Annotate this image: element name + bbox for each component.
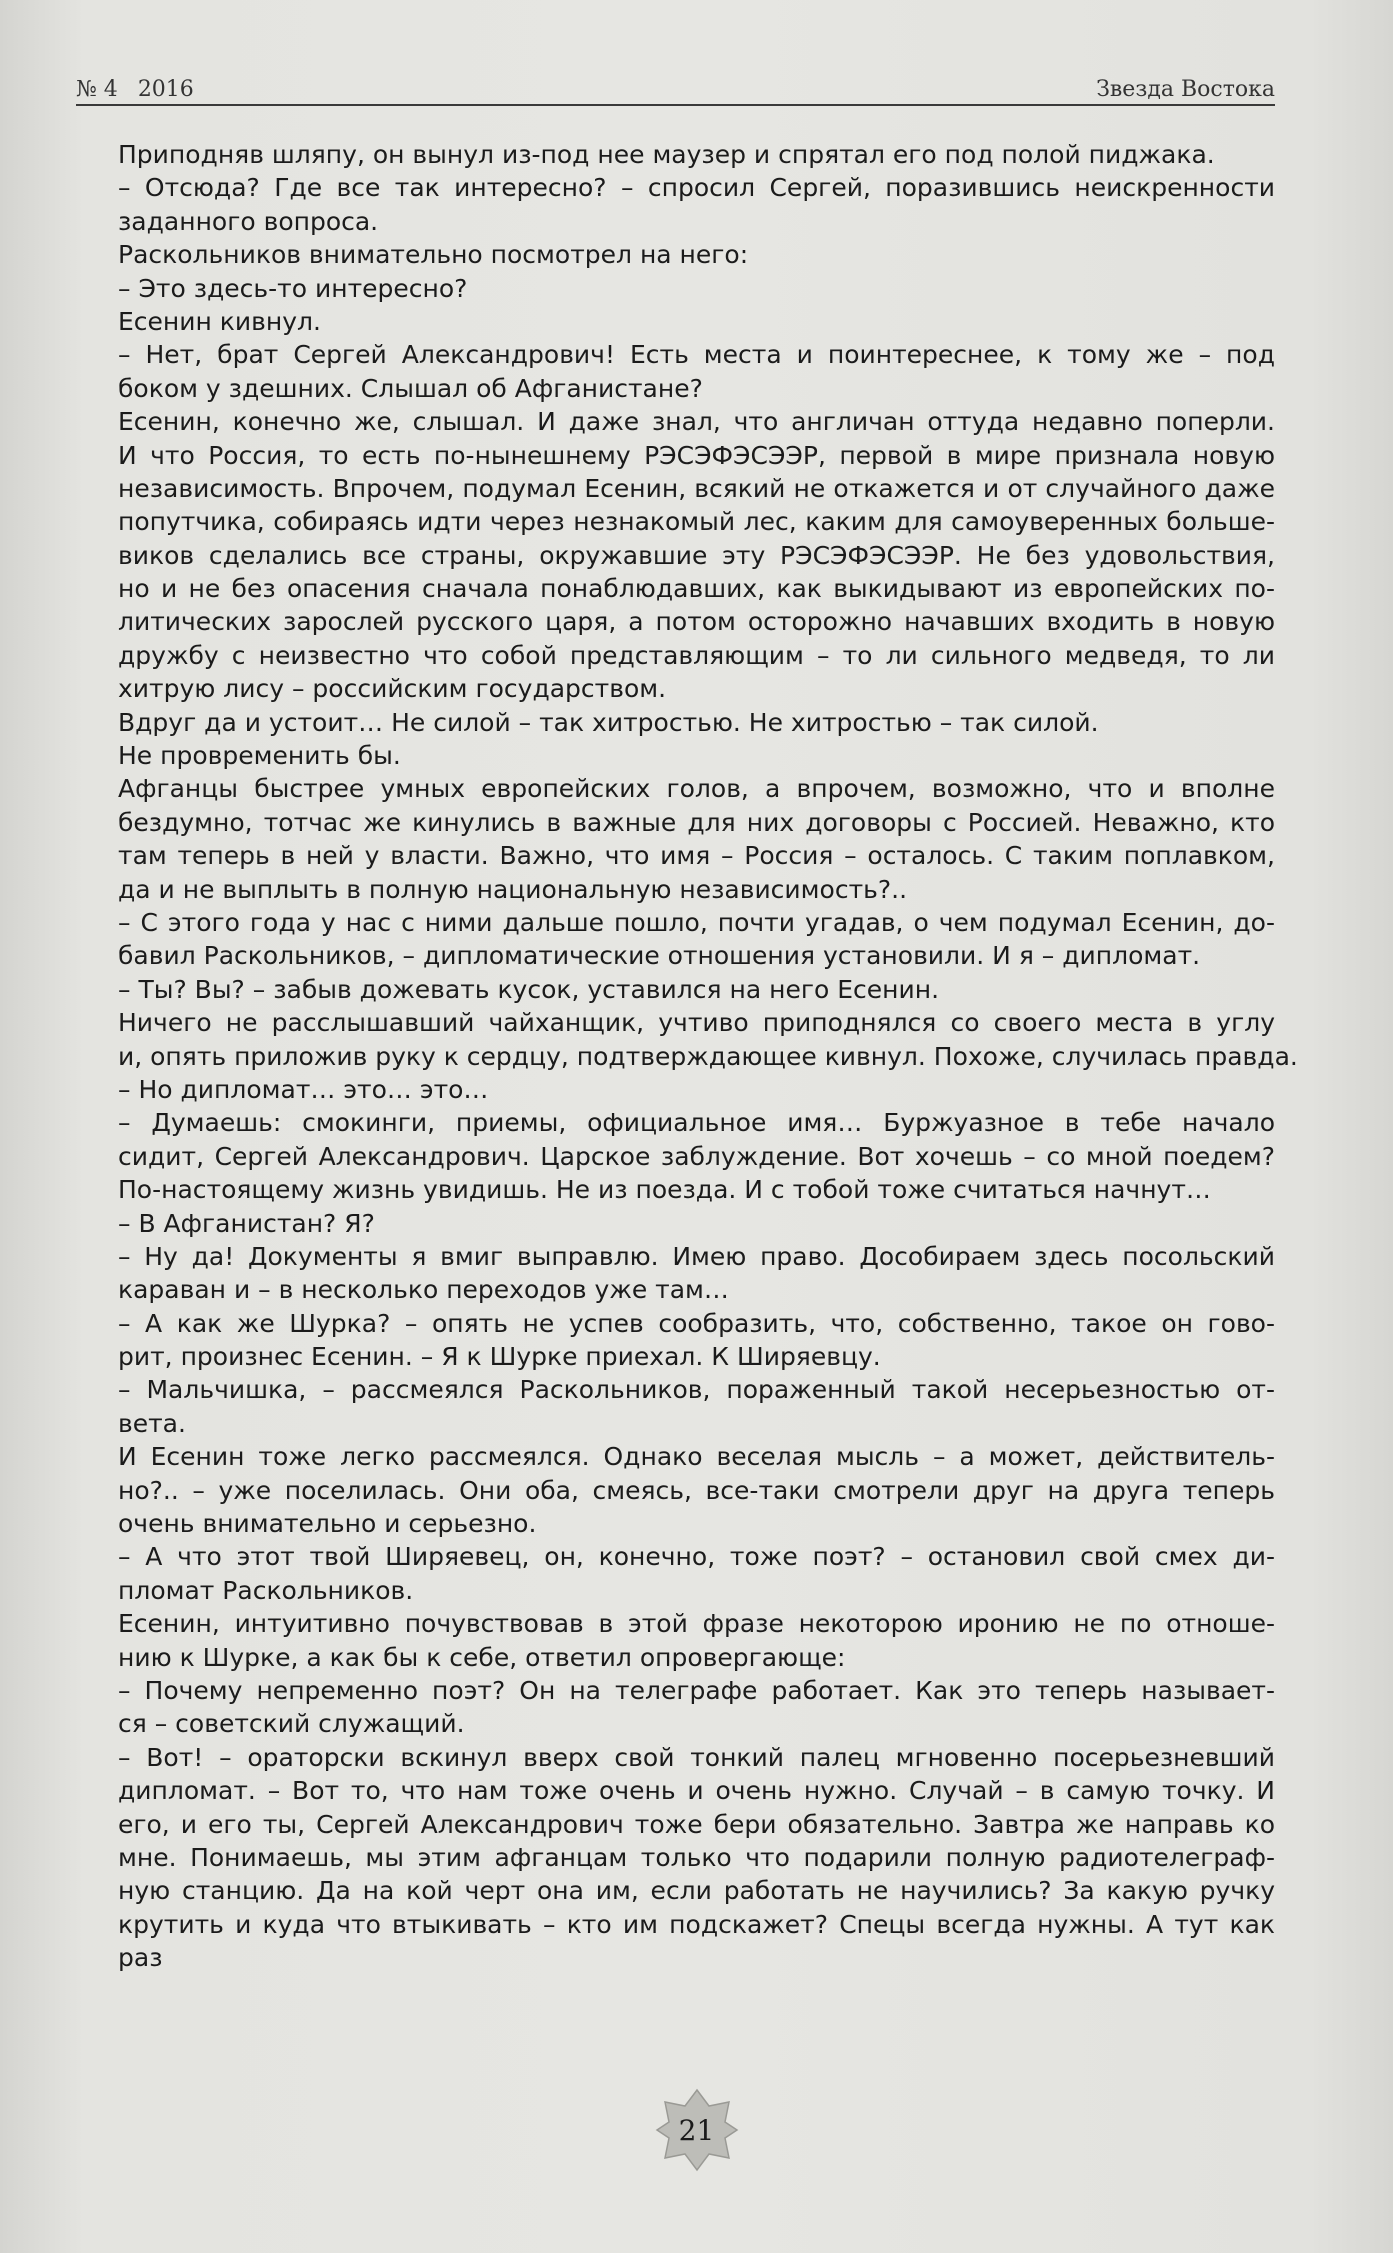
text-line: заданного вопроса. bbox=[118, 206, 379, 236]
text-line: – Отсюда? Где все так интересно? – спросил Сергей, поразившись неискренности bbox=[118, 173, 1275, 203]
text-line: По-настоящему жизнь увидишь. Не из поезда. И с тобой тоже считаться начнут… bbox=[118, 1175, 1211, 1205]
text-line: попутчика, собираясь идти через незнакомый лес, каким для самоуверенных больше- bbox=[118, 507, 1275, 537]
text-line: – Это здесь-то интересно? bbox=[118, 273, 468, 303]
text-line: Раскольников внимательно посмотрел на него: bbox=[118, 240, 749, 270]
text-line: – С этого года у нас с ними дальше пошло, почти угадав, о чем подумал Есенин, до- bbox=[118, 907, 1275, 937]
text-line: ную станцию. Да на кой черт она им, если работать не научились? За какую ручку bbox=[118, 1876, 1275, 1906]
issue-number: № 4 bbox=[76, 77, 118, 102]
page-number: 21 bbox=[678, 2113, 715, 2147]
issue-year: 2016 bbox=[137, 77, 194, 102]
text-line: бавил Раскольников, – дипломатические отношения установили. И я – дипломат. bbox=[118, 941, 1201, 971]
text-line: нию к Шурке, а как бы к себе, ответил опровергающе: bbox=[118, 1642, 846, 1672]
text-line: Вдруг да и устоит… Не силой – так хитростью. Не хитростью – так силой. bbox=[118, 707, 1099, 737]
text-line: Есенин кивнул. bbox=[118, 306, 321, 336]
text-line: но?.. – уже поселилась. Они оба, смеясь, все-таки смотрели друг на друга теперь bbox=[118, 1475, 1275, 1505]
header-rule bbox=[76, 104, 1275, 106]
text-line: там теперь в ней у власти. Важно, что имя – Россия – осталось. С таким поплавком, bbox=[118, 841, 1275, 871]
text-line: Ничего не расслышавший чайханщик, учтиво приподнялся со своего места в углу bbox=[118, 1008, 1275, 1038]
text-line: литических зарослей русского царя, а потом осторожно начавших входить в новую bbox=[118, 607, 1275, 637]
text-line: – Мальчишка, – рассмеялся Раскольников, пораженный такой несерьезностью от- bbox=[118, 1375, 1275, 1405]
page-number-badge bbox=[655, 2088, 739, 2172]
text-line: рит, произнес Есенин. – Я к Шурке приехал. К Ширяевцу. bbox=[118, 1342, 881, 1372]
journal-title: Звезда Востока bbox=[1096, 77, 1275, 102]
text-line: Есенин, интуитивно почувствовав в этой фразе некоторою иронию не по отноше- bbox=[118, 1609, 1275, 1639]
text-line: его, и его ты, Сергей Александрович тоже бери обязательно. Завтра же направь ко bbox=[118, 1809, 1275, 1839]
text-line: – Почему непременно поэт? Он на телеграфе работает. Как это теперь называет- bbox=[118, 1675, 1275, 1705]
article-body bbox=[118, 138, 1298, 1973]
text-line: пломат Раскольников. bbox=[118, 1575, 414, 1605]
running-header bbox=[76, 62, 1275, 102]
text-line: мне. Понимаешь, мы этим афганцам только что подарили полную радиотелеграф- bbox=[118, 1842, 1275, 1872]
text-line: но и не без опасения сначала понаблюдавших, как выкидывают из европейских по- bbox=[118, 574, 1275, 604]
text-line: ся – советский служащий. bbox=[118, 1709, 465, 1739]
text-line: – Вот! – ораторски вскинул вверх свой тонкий палец мгновенно посерьезневший bbox=[118, 1742, 1275, 1772]
text-line: – Думаешь: смокинги, приемы, официальное имя… Буржуазное в тебе начало bbox=[118, 1108, 1275, 1138]
text-line: боком у здешних. Слышал об Афганистане? bbox=[118, 373, 703, 403]
text-line: – Ты? Вы? – забыв дожевать кусок, уставился на него Есенин. bbox=[118, 974, 940, 1004]
text-line: крутить и куда что втыкивать – кто им подскажет? Спецы всегда нужны. А тут как раз bbox=[118, 1909, 1275, 1973]
text-line: Не провременить бы. bbox=[118, 741, 401, 771]
text-line: И что Россия, то есть по-нынешнему РЭСЭФЭСЭЭР, первой в мире признала новую bbox=[118, 440, 1275, 470]
issue-info bbox=[76, 77, 194, 102]
text-line: вета. bbox=[118, 1408, 186, 1438]
text-line: бездумно, тотчас же кинулись в важные для них договоры с Россией. Неважно, кто bbox=[118, 807, 1275, 837]
text-line: независимость. Впрочем, подумал Есенин, всякий не откажется и от случайного даже bbox=[118, 473, 1275, 503]
text-line: Приподняв шляпу, он вынул из-под нее маузер и спрятал его под полой пиджака. bbox=[118, 140, 1215, 169]
text-line: – Но дипломат… это… это… bbox=[118, 1074, 489, 1104]
text-line: и, опять приложив руку к сердцу, подтверждающее кивнул. Похоже, случилась правда. bbox=[118, 1041, 1298, 1071]
text-line: очень внимательно и серьезно. bbox=[118, 1509, 537, 1539]
text-line: – В Афганистан? Я? bbox=[118, 1208, 375, 1238]
text-line: дружбу с неизвестно что собой представляющим – то ли сильного медведя, то ли bbox=[118, 640, 1275, 670]
text-line: Есенин, конечно же, слышал. И даже знал, что англичан оттуда недавно поперли. bbox=[118, 407, 1275, 437]
text-line: да и не выплыть в полную национальную независимость?.. bbox=[118, 874, 908, 904]
text-line: виков сделались все страны, окружавшие эту РЭСЭФЭСЭЭР. Не без удовольствия, bbox=[118, 540, 1275, 570]
text-line: И Есенин тоже легко рассмеялся. Однако веселая мысль – а может, действитель- bbox=[118, 1442, 1275, 1472]
text-line: сидит, Сергей Александрович. Царское заблуждение. Вот хочешь – со мной поедем? bbox=[118, 1141, 1275, 1171]
text-line: хитрую лису – российским государством. bbox=[118, 674, 667, 704]
text-line: дипломат. – Вот то, что нам тоже очень и очень нужно. Случай – в самую точку. И bbox=[118, 1776, 1275, 1806]
text-line: – А как же Шурка? – опять не успев сообразить, что, собственно, такое он гово- bbox=[118, 1308, 1275, 1338]
text-line: – Нет, брат Сергей Александрович! Есть места и поинтереснее, к тому же – под bbox=[118, 340, 1275, 370]
text-line: караван и – в несколько переходов уже там… bbox=[118, 1275, 729, 1305]
text-line: – Ну да! Документы я вмиг выправлю. Имею право. Дособираем здесь посольский bbox=[118, 1241, 1275, 1271]
text-line: – А что этот твой Ширяевец, он, конечно, тоже поэт? – остановил свой смех ди- bbox=[118, 1542, 1275, 1572]
text-line: Афганцы быстрее умных европейских голов, а впрочем, возможно, что и вполне bbox=[118, 774, 1275, 804]
